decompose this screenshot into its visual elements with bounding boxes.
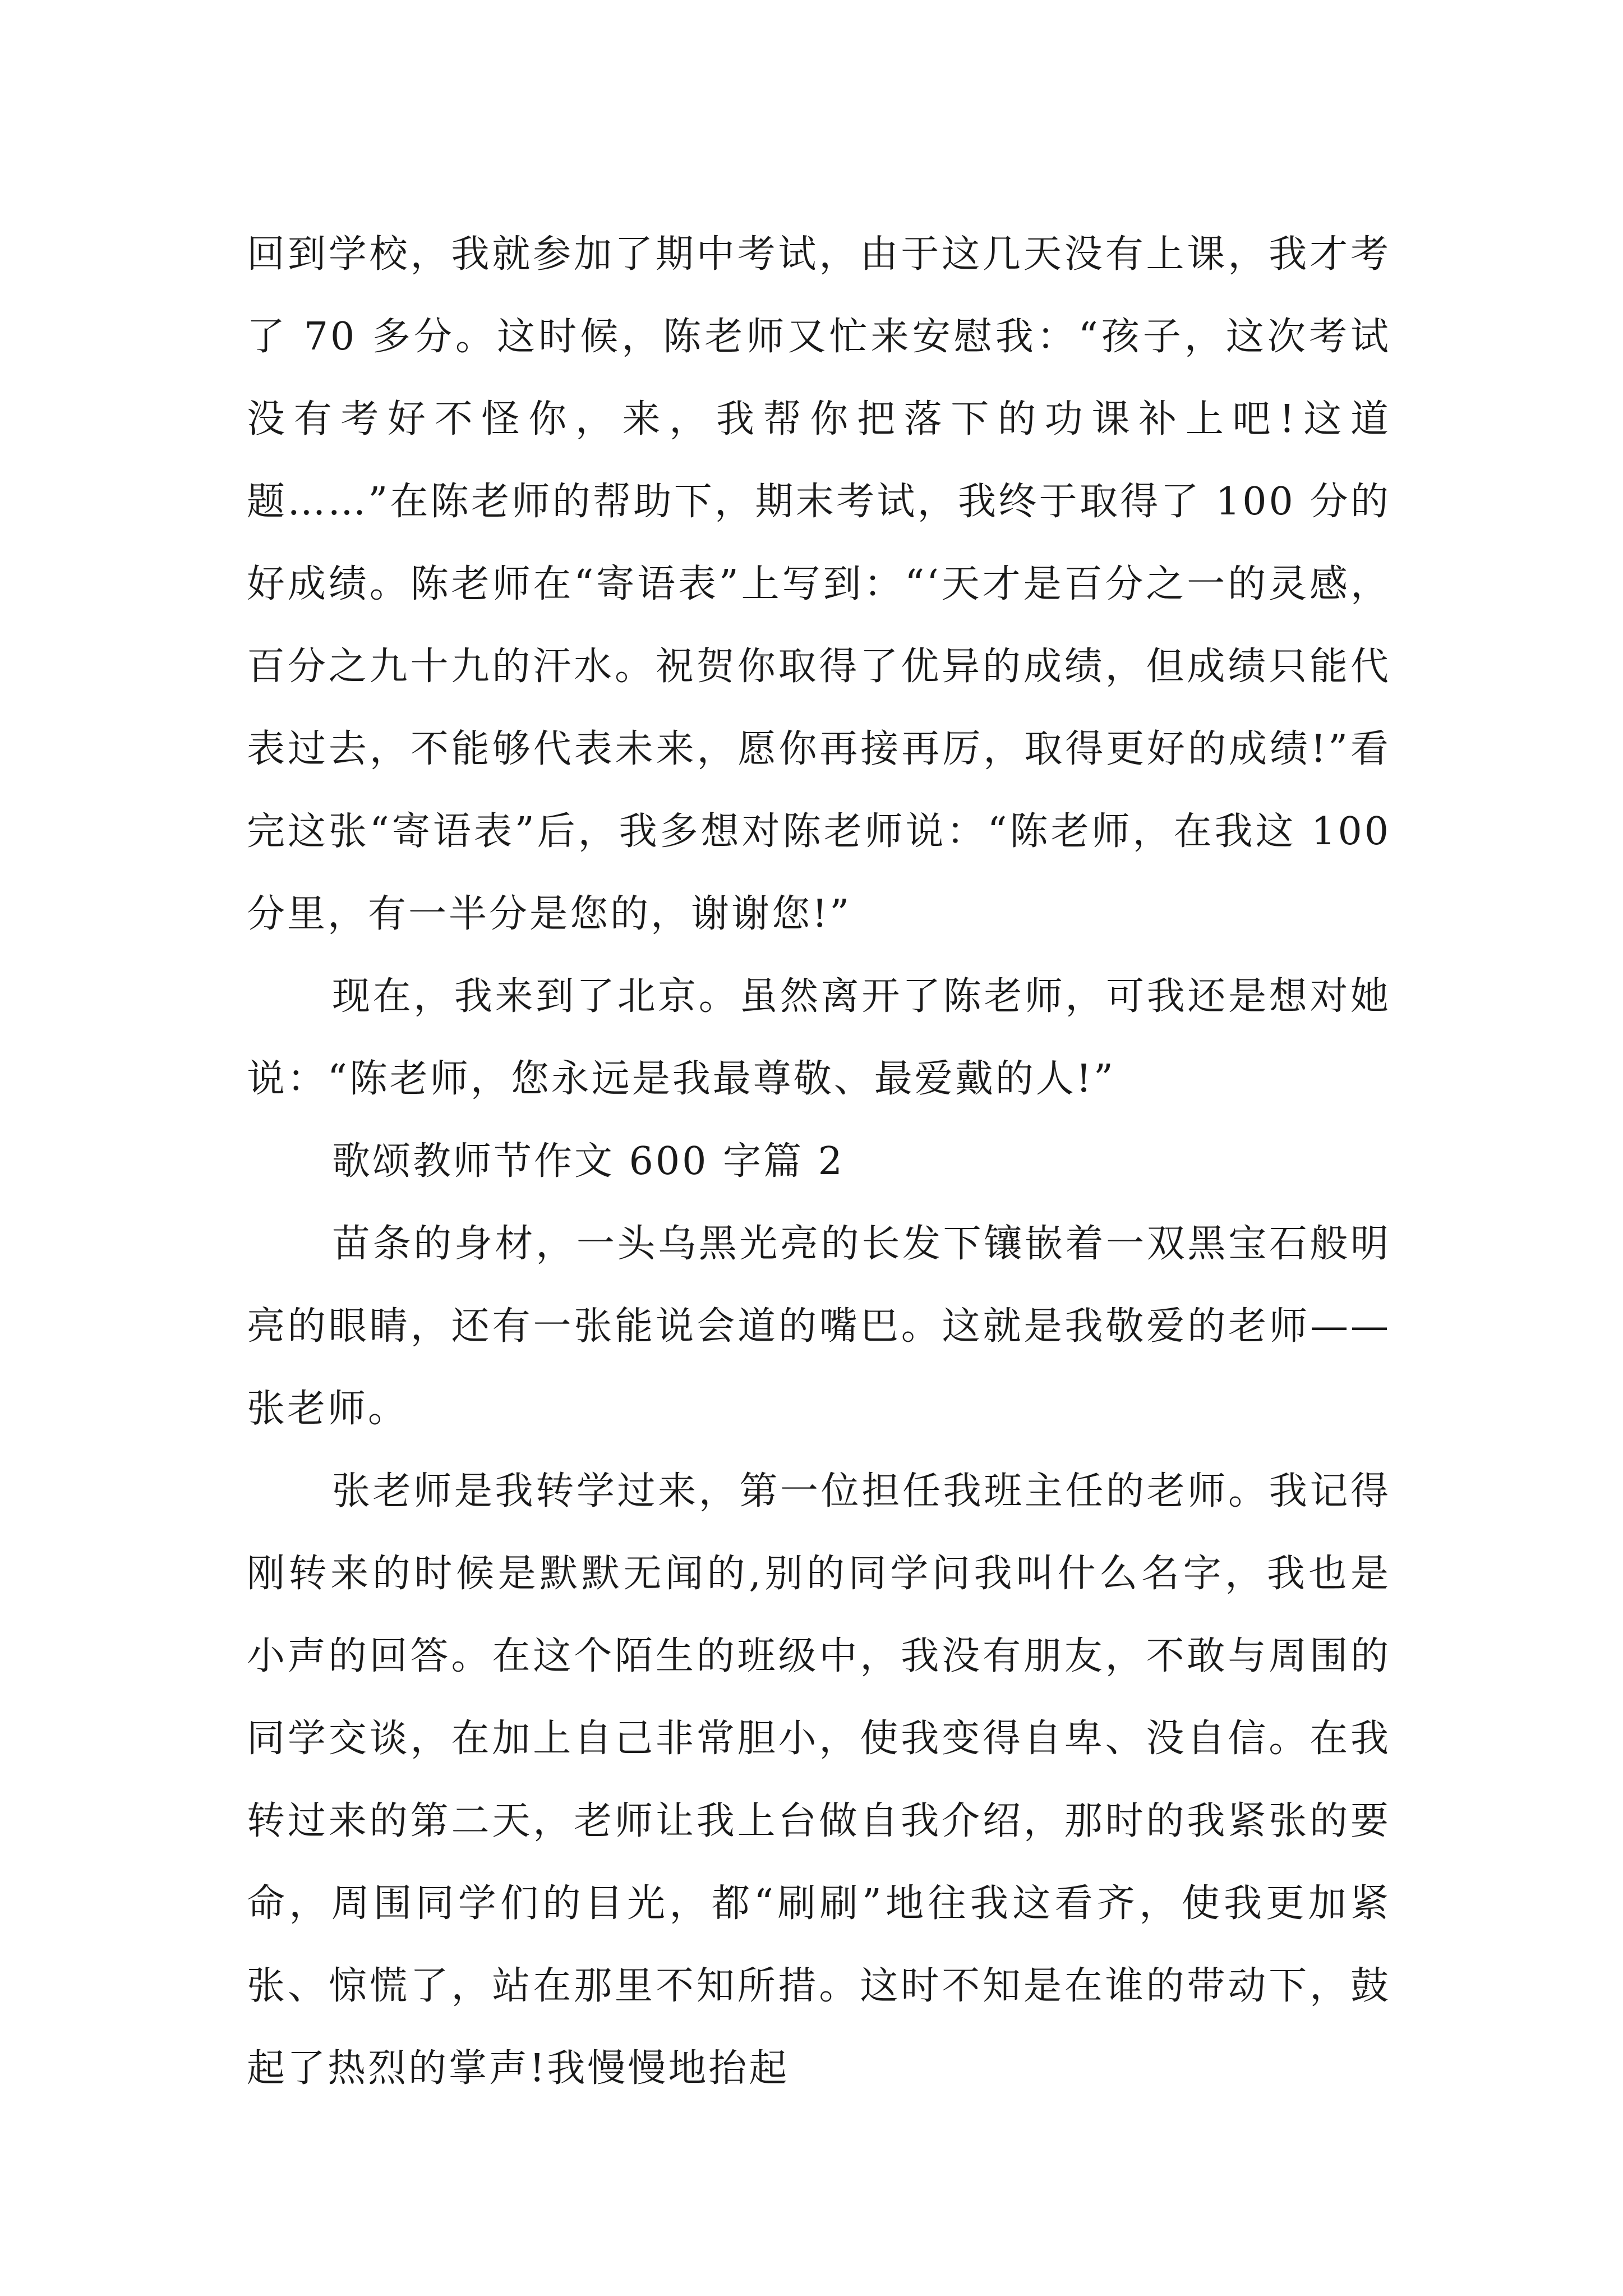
paragraph-1: 回到学校，我就参加了期中考试，由于这几天没有上课，我才考了 70 多分。这时候，陈老师又忙来安慰我：“孩子，这次考试没有考好不怪你，来，我帮你把落下的功课补上吧!这道题……”在陈老师的帮助下，期末考试，我终于取得了 100 分的好成绩。陈老师在“寄语表”上写到：“‘天才是百分之一的灵感，百分之九十九的汗水。祝贺你取得了优异的成绩，但成绩只能代表过去，不能够代表未来，愿你再接再厉，取得更好的成绩!”看完这张“寄语表”后，我多想对陈老师说：“陈老师，在我这 100 分里，有一半分是您的，谢谢您!” (247, 232, 1391, 936)
paragraph-2: 现在，我来到了北京。虽然离开了陈老师，可我还是想对她说：“陈老师，您永远是我最尊敬、最爱戴的人!” (247, 974, 1391, 1101)
paragraph-4: 张老师是我转学过来，第一位担任我班主任的老师。我记得刚转来的时候是默默无闻的,别的同学问我叫什么名字，我也是小声的回答。在这个陌生的班级中，我没有朋友，不敢与周围的同学交谈，在加上自己非常胆小，使我变得自卑、没自信。在我转过来的第二天，老师让我上台做自我介绍，那时的我紧张的要命，周围同学们的目光，都“刷刷”地往我这看齐，使我更加紧张、惊慌了，站在那里不知所措。这时不知是在谁的带动下，鼓起了热烈的掌声!我慢慢地抬起 (247, 1469, 1391, 2091)
paragraph-3: 苗条的身材，一头乌黑光亮的长发下镶嵌着一双黑宝石般明亮的眼睛，还有一张能说会道的嘴巴。这就是我敬爱的老师——张老师。 (247, 1222, 1391, 1431)
document-body (247, 213, 1391, 2110)
section-heading: 歌颂教师节作文 600 字篇 2 (332, 1139, 845, 1184)
